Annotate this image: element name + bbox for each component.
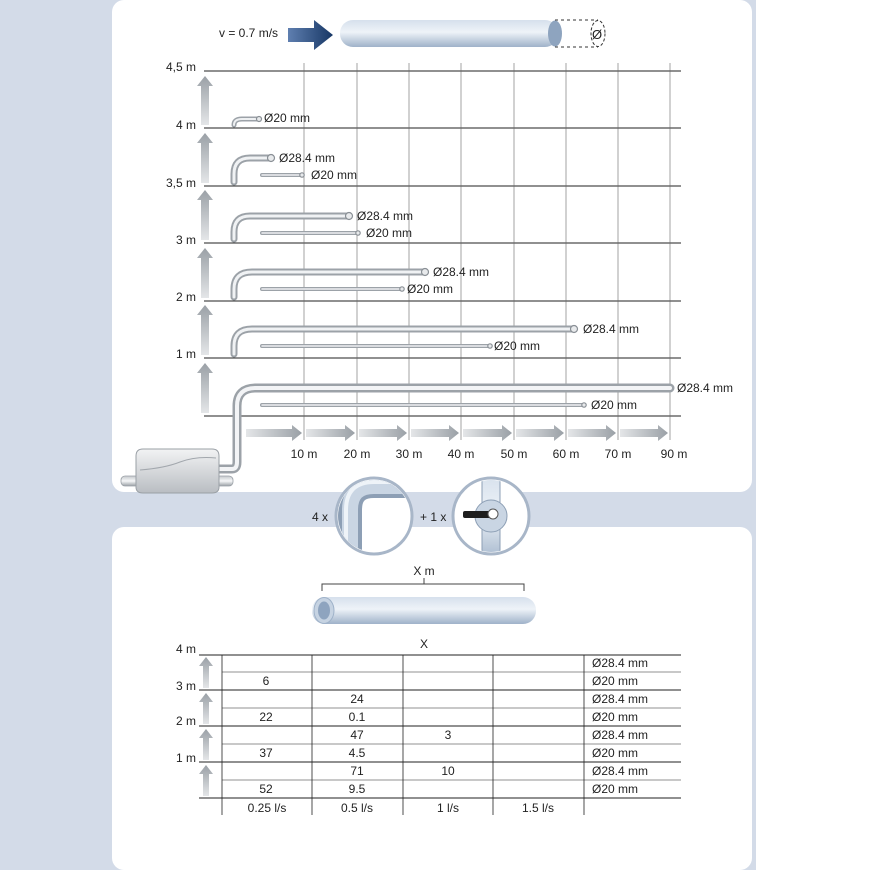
table-cell: 52 (259, 782, 273, 796)
height-label: 4,5 m (165, 60, 196, 74)
table-cell: Ø28.4 mm (592, 764, 649, 778)
height-label: 4 m (175, 118, 196, 132)
pipe-label: Ø20 mm (264, 111, 311, 125)
table-cell: 10 (441, 764, 455, 778)
pipe-label: Ø20 mm (311, 168, 358, 182)
table-cell: 24 (350, 692, 364, 706)
height-label: 2 m (175, 290, 196, 304)
table-cell: Ø20 mm (592, 674, 639, 688)
pipe-label: Ø20 mm (494, 339, 541, 353)
distance-label: 90 m (660, 447, 688, 461)
distance-label: 50 m (500, 447, 528, 461)
pipe-label: Ø20 mm (366, 226, 413, 240)
table-cell: 6 (262, 674, 270, 688)
flow-rate-label: 0.25 l/s (247, 801, 287, 815)
top-panel (112, 0, 752, 492)
pipe-label: Ø28.4 mm (583, 322, 640, 336)
distance-label: 20 m (343, 447, 371, 461)
table-height-label: 2 m (175, 714, 196, 728)
table-cell: Ø20 mm (592, 782, 639, 796)
distance-label: 60 m (552, 447, 580, 461)
pipe-label: Ø20 mm (407, 282, 454, 296)
diameter-symbol: Ø (592, 27, 603, 42)
table-cell: 4.5 (348, 746, 366, 760)
sample-pipe (312, 597, 536, 624)
flow-rate-label: 1 l/s (436, 801, 460, 815)
table-cell: 22 (259, 710, 273, 724)
pipe-label: Ø28.4 mm (357, 209, 414, 223)
table-cell: 71 (350, 764, 364, 778)
valves-label: + 1 x (420, 510, 447, 524)
distance-label: 10 m (290, 447, 318, 461)
table-cell: Ø28.4 mm (592, 656, 649, 670)
table-cell: 9.5 (348, 782, 366, 796)
pipe-label: Ø20 mm (591, 398, 638, 412)
table-cell: Ø20 mm (592, 710, 639, 724)
table-cell: 47 (350, 728, 364, 742)
distance-label: 70 m (604, 447, 632, 461)
pipe-length-label: X m (413, 564, 435, 578)
table-header-x: X (419, 637, 429, 651)
pipe-label: Ø28.4 mm (279, 151, 336, 165)
elbows-label: 4 x (312, 510, 329, 524)
page-right-edge (756, 0, 870, 870)
table-cell: 37 (259, 746, 273, 760)
flow-rate-label: 0.5 l/s (340, 801, 374, 815)
pump-icon (121, 449, 233, 493)
flow-rate-label: 1.5 l/s (521, 801, 555, 815)
table-cell: Ø28.4 mm (592, 728, 649, 742)
pipe-label: Ø28.4 mm (677, 381, 734, 395)
table-cell: Ø28.4 mm (592, 692, 649, 706)
distance-label: 40 m (447, 447, 475, 461)
velocity-label: v = 0.7 m/s (219, 26, 279, 40)
height-label: 1 m (175, 347, 196, 361)
pipe-label: Ø28.4 mm (433, 265, 490, 279)
height-label: 3,5 m (165, 176, 196, 190)
table-cell: 3 (444, 728, 452, 742)
table-height-label: 3 m (175, 679, 196, 693)
table-cell: Ø20 mm (592, 746, 639, 760)
height-label: 3 m (175, 233, 196, 247)
distance-label: 30 m (395, 447, 423, 461)
table-height-label: 1 m (175, 751, 196, 765)
table-cell: 0.1 (348, 710, 366, 724)
table-height-label: 4 m (175, 642, 196, 656)
